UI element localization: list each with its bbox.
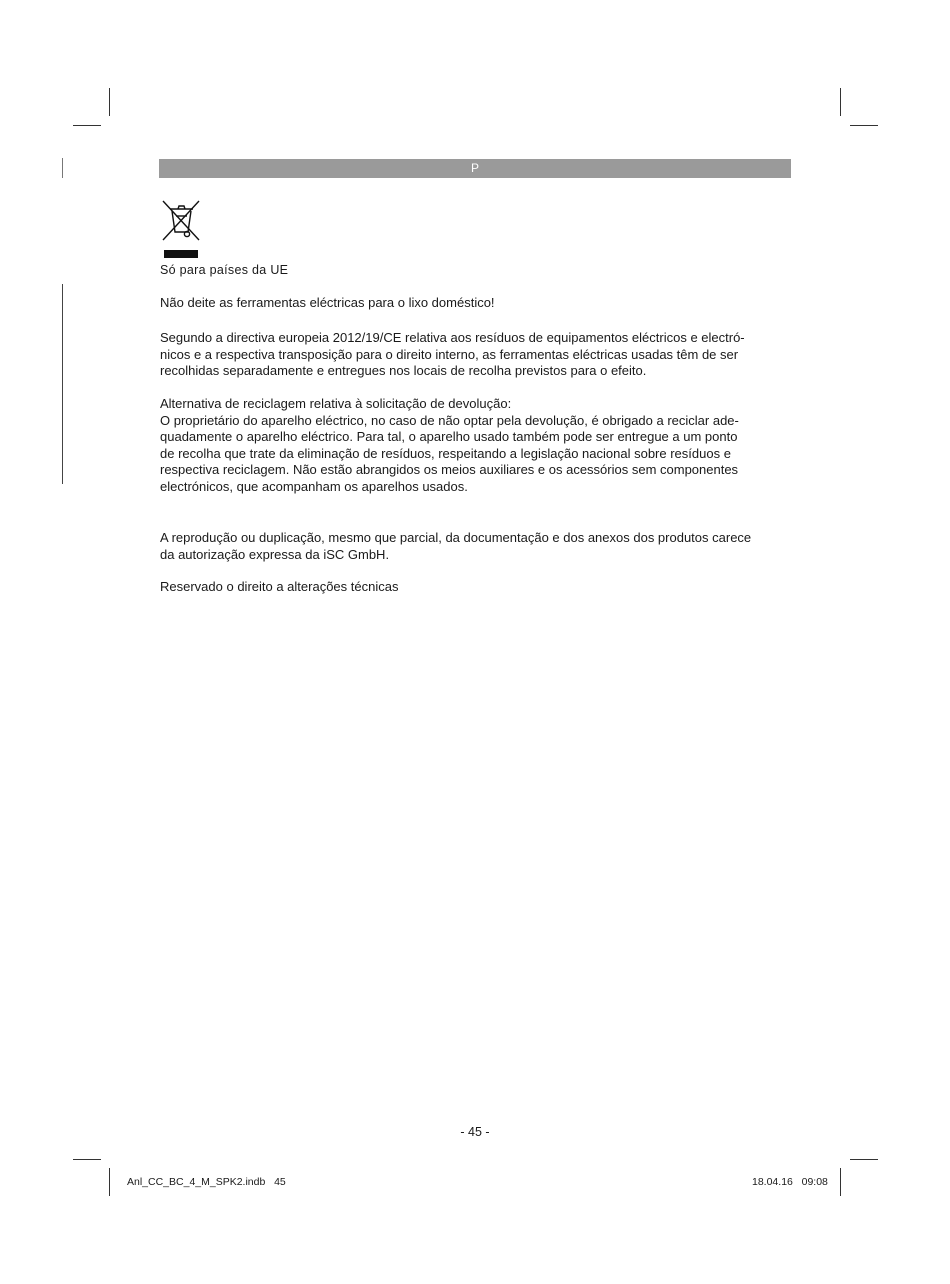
paragraph-reproduction-notice: A reprodução ou duplicação, mesmo que parcial, da documentação e dos anexos dos produtos carece da autorização expressa da iSC GmbH. [160,530,752,562]
paragraph-technical-changes: Reservado o direito a alterações técnicas [160,579,399,594]
paragraph-eu-directive: Segundo a directiva europeia 2012/19/CE relativa aos resíduos de equipamentos eléctricos e electró- nicos e a respectiva transposição para o direito interno, as ferramentas eléctricas usadas têm de ser recolhidas separadamente e entregues nos locais de recolha previstos para o efeito. [160,330,745,378]
footer-file-name: Anl_CC_BC_4_M_SPK2.indb 45 [127,1176,286,1188]
crop-mark-top-right-vertical [840,88,841,116]
paragraph-recycling-alternative: Alternativa de reciclagem relativa à solicitação de devolução: O proprietário do aparelho eléctrico, no caso de não optar pela devolução, é obrigado a reciclar ade- quadamente o aparelho eléctrico. Para tal, o aparelho usado também pode ser entregue a um ponto de recolha que trate da eliminação de resíduos, respeitando a legislação nacional sobre resíduos e respectiva reciclagem. Não estão abrangidos os meios auxiliares e os acessórios sem componentes electrónicos, que acompanham os aparelhos usados. [160,396,739,494]
crossed-out-wheelie-bin-icon [160,198,202,260]
crop-mark-top-left-vertical [109,88,110,116]
paragraph-disposal-warning: Não deite as ferramentas eléctricas para o lixo doméstico! [160,295,495,310]
crop-mark-bottom-left-horizontal [73,1159,101,1160]
footer-timestamp: 18.04.16 09:08 [752,1176,828,1188]
section-header-bar [159,159,791,178]
crop-mark-bottom-left-vertical [109,1168,110,1196]
margin-mark [62,158,63,178]
crop-mark-bottom-right-vertical [840,1168,841,1196]
crop-mark-top-left-horizontal [73,125,101,126]
eu-countries-label: Só para países da UE [160,263,289,277]
crop-mark-bottom-right-horizontal [850,1159,878,1160]
crop-mark-top-right-horizontal [850,125,878,126]
change-bar [62,284,63,484]
section-label: P [470,161,479,175]
page-number: - 45 - [460,1125,490,1139]
